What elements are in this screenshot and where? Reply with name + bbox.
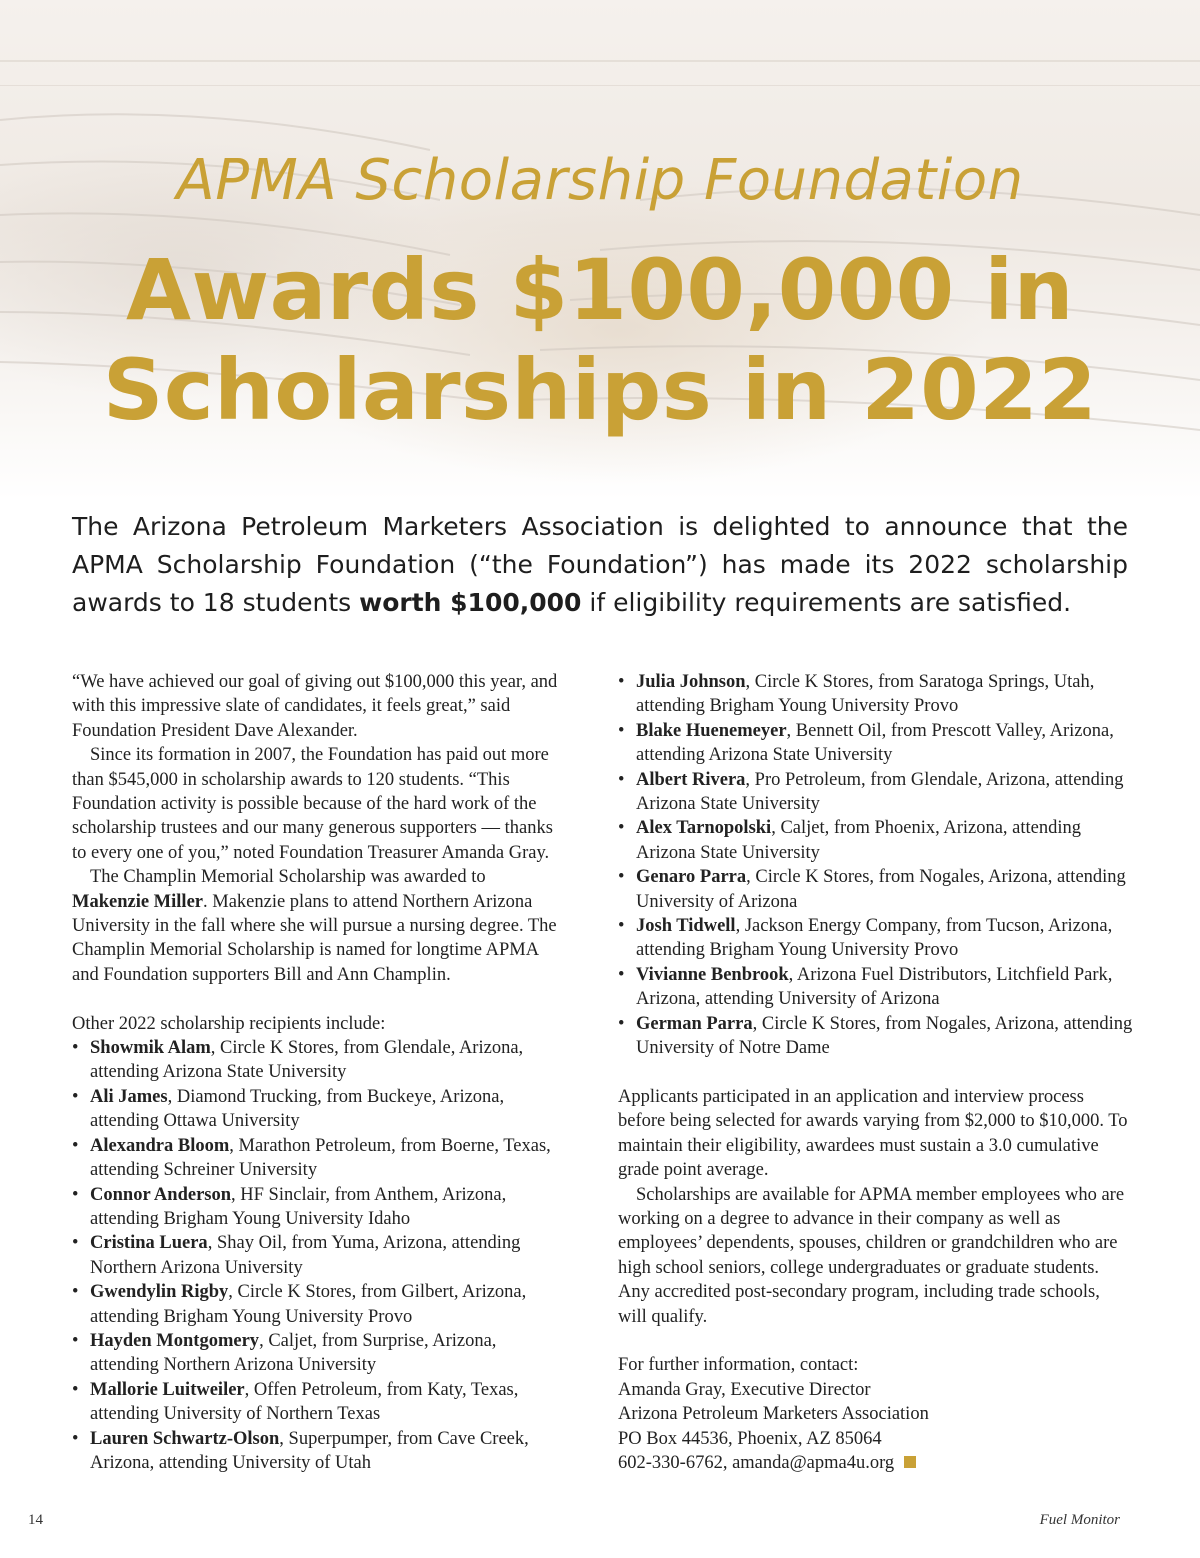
recipient-name: Hayden Montgomery xyxy=(90,1330,260,1351)
recipient-item xyxy=(618,719,1133,768)
recipient-item xyxy=(72,1280,562,1329)
recipient-name: Alex Tarnopolski xyxy=(636,818,772,839)
page-number: 14 xyxy=(28,1512,43,1528)
recipient-name: Gwendylin Rigby xyxy=(90,1282,229,1303)
recipients-list-left xyxy=(72,1036,562,1475)
publication-name: Fuel Monitor xyxy=(1039,1512,1120,1528)
recipient-name: Alexandra Bloom xyxy=(90,1135,230,1156)
recipient-details: , Superpumper, from Cave Creek, Arizona, attending University of Utah xyxy=(90,1428,529,1473)
contact-organization: Arizona Petroleum Marketers Association xyxy=(618,1404,929,1425)
contact-name: Amanda Gray, Executive Director xyxy=(618,1379,871,1400)
recipient-name: Vivianne Benbrook xyxy=(636,964,789,985)
recipients-list-right xyxy=(618,670,1133,1061)
recipient-item xyxy=(72,1134,562,1183)
recipient-name: Blake Huenemeyer xyxy=(636,720,787,741)
recipient-name: Julia Johnson xyxy=(636,672,746,692)
right-column xyxy=(618,670,1133,1475)
champlin-recipient-name: Makenzie Miller xyxy=(72,891,203,912)
recipient-name: Connor Anderson xyxy=(90,1184,232,1205)
recipient-item xyxy=(618,865,1133,914)
recipients-intro: Other 2022 scholarship recipients include: xyxy=(72,1013,386,1034)
recipient-details: , Circle K Stores, from Glendale, Arizona, attending Arizona State University xyxy=(90,1038,524,1083)
recipient-details: , HF Sinclair, from Anthem, Arizona, attending Brigham Young University Idaho xyxy=(90,1184,507,1229)
recipient-name: Albert Rivera xyxy=(636,769,746,790)
recipient-item xyxy=(618,963,1133,1012)
recipient-name: Cristina Luera xyxy=(90,1233,208,1254)
headline-kicker: APMA Scholarship Foundation xyxy=(176,148,1024,213)
recipient-item xyxy=(72,1231,562,1280)
contact-address: PO Box 44536, Phoenix, AZ 85064 xyxy=(618,1428,882,1449)
recipient-details: , Arizona Fuel Distributors, Litchfield Park, Arizona, attending University of Arizona xyxy=(636,964,1113,1010)
recipient-item xyxy=(72,1085,562,1134)
recipient-item xyxy=(72,1427,562,1476)
champlin-paragraph xyxy=(72,865,562,987)
recipient-item xyxy=(618,914,1133,963)
champlin-text-before: The Champlin Memorial Scholarship was awarded to xyxy=(90,867,486,888)
recipient-name: Ali James xyxy=(90,1086,168,1107)
recipient-details: , Jackson Energy Company, from Tucson, Arizona, attending Brigham Young University Provo xyxy=(636,916,1113,961)
intro-paragraph xyxy=(72,508,1128,622)
recipient-name: German Parra xyxy=(636,1013,753,1034)
recipient-details: , Caljet, from Surprise, Arizona, attending Northern Arizona University xyxy=(90,1330,497,1376)
recipient-details: , Caljet, from Phoenix, Arizona, attending Arizona State University xyxy=(636,818,1082,863)
recipient-details: , Marathon Petroleum, from Boerne, Texas, attending Schreiner University xyxy=(90,1135,551,1181)
champlin-text-after: . Makenzie plans to attend Northern Arizona University in the fall where she will pursue a nursing degree. The Champlin Memorial Scholarship is named for longtime APMA and Foundation supporters Bill and Ann Champlin. xyxy=(72,891,557,985)
hero-banner xyxy=(0,0,1200,500)
availability-paragraph: Scholarships are available for APMA member employees who are working on a degree to advance in their company as well as employees’ dependents, spouses, children or grandchildren who are high school seniors, college undergraduates or graduate students. Any accredited post-secondary program, including trade schools, will qualify. xyxy=(618,1184,1125,1327)
recipient-name: Mallorie Luitweiler xyxy=(90,1379,245,1400)
contact-intro: For further information, contact: xyxy=(618,1355,859,1376)
contact-phone-email-text: 602-330-6762, amanda@apma4u.org xyxy=(618,1452,895,1473)
recipient-item xyxy=(72,1378,562,1427)
recipient-details: , Pro Petroleum, from Glendale, Arizona, attending Arizona State University xyxy=(636,769,1124,815)
recipient-name: Showmik Alam xyxy=(90,1038,211,1059)
recipient-item xyxy=(72,1329,562,1378)
intro-text-before: The Arizona Petroleum Marketers Association is delighted to announce that the APMA Scholarship Foundation (“the Foundation”) has made its 2022 scholarship awards to 18 students xyxy=(72,512,1128,617)
recipient-item xyxy=(618,1012,1133,1061)
recipient-item xyxy=(72,1183,562,1232)
recipient-item xyxy=(618,670,1133,719)
left-column xyxy=(72,670,562,1475)
recipient-details: , Shay Oil, from Yuma, Arizona, attending Northern Arizona University xyxy=(90,1233,521,1278)
recipient-name: Genaro Parra xyxy=(636,867,747,888)
recipient-details: , Circle K Stores, from Gilbert, Arizona, attending Brigham Young University Provo xyxy=(90,1282,527,1327)
history-paragraph: Since its formation in 2007, the Foundation has paid out more than $545,000 in scholarship awards to 120 students. “This Foundation activity is possible because of the hard work of the scholarship trustees and our many generous supporters — thanks to every one of you,” noted Foundation Treasurer Amanda Gray. xyxy=(72,745,553,863)
recipient-details: , Circle K Stores, from Nogales, Arizona, attending University of Notre Dame xyxy=(636,1013,1133,1059)
recipient-details: , Offen Petroleum, from Katy, Texas, attending University of Northern Texas xyxy=(90,1379,519,1425)
quote-paragraph: “We have achieved our goal of giving out $100,000 this year, and with this impressive slate of candidates, it feels great,” said Foundation President Dave Alexander. xyxy=(72,672,558,741)
recipient-name: Lauren Schwartz-Olson xyxy=(90,1428,280,1449)
headline-line-2: Scholarships in 2022 xyxy=(102,341,1098,439)
recipient-details: , Bennett Oil, from Prescott Valley, Arizona, attending Arizona State University xyxy=(636,720,1114,766)
applicants-paragraph: Applicants participated in an application and interview process before being selected for awards varying from $2,000 to $10,000. To maintain their eligibility, awardees must sustain a 3.0 cumulative grade point average. xyxy=(618,1086,1128,1181)
recipient-item xyxy=(72,1036,562,1085)
recipient-item xyxy=(618,816,1133,865)
end-mark-square-icon xyxy=(904,1456,916,1468)
intro-text-after: if eligibility requirements are satisfied. xyxy=(581,588,1072,617)
headline-line-1: Awards $100,000 in xyxy=(126,241,1074,339)
recipient-details: , Diamond Trucking, from Buckeye, Arizona, attending Ottawa University xyxy=(90,1086,505,1132)
recipient-name: Josh Tidwell xyxy=(636,916,736,937)
recipient-details: , Circle K Stores, from Saratoga Springs, Utah, attending Brigham Young University Provo xyxy=(636,672,1095,717)
contact-phone-email xyxy=(618,1451,1133,1475)
recipient-item xyxy=(618,768,1133,817)
intro-bold-amount: worth $100,000 xyxy=(359,588,582,617)
recipient-details: , Circle K Stores, from Nogales, Arizona, attending University of Arizona xyxy=(636,867,1126,912)
page-headline xyxy=(0,240,1200,440)
